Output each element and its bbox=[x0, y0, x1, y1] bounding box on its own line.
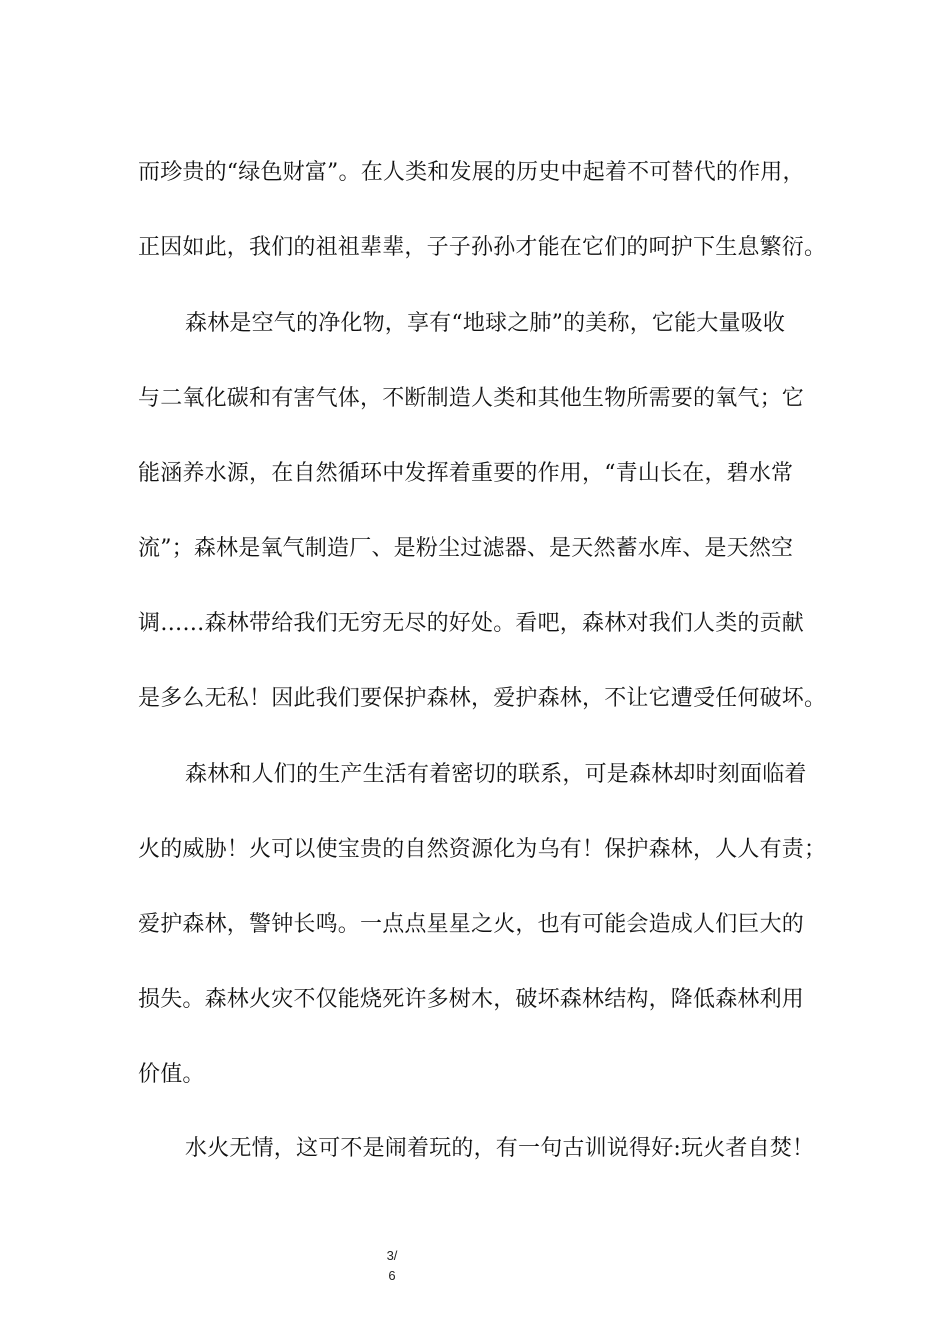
paragraph-line: 价值。 bbox=[138, 1062, 205, 1087]
paragraph-line: 能涵养水源，在自然循环中发挥着重要的作用，“青山长在，碧水常 bbox=[138, 461, 794, 486]
paragraph-line: 水火无情，这可不是闹着玩的，有一句古训说得好:玩火者自焚！ bbox=[185, 1136, 815, 1161]
paragraph-line: 森林是空气的净化物，享有“地球之肺”的美称，它能大量吸收 bbox=[185, 311, 786, 336]
page-number-total: 6 bbox=[388, 1268, 396, 1283]
paragraph-line: 流”；森林是氧气制造厂、是粉尘过滤器、是天然蓄水库、是天然空 bbox=[138, 536, 794, 561]
page-number bbox=[372, 1246, 412, 1286]
paragraph-line: 调……森林带给我们无穷无尽的好处。看吧，森林对我们人类的贡献 bbox=[138, 611, 805, 636]
paragraph-line: 与二氧化碳和有害气体，不断制造人类和其他生物所需要的氧气；它 bbox=[138, 386, 805, 411]
paragraph-line: 火的威胁！火可以使宝贵的自然资源化为乌有！保护森林，人人有责； bbox=[138, 837, 827, 862]
paragraph-line: 是多么无私！因此我们要保护森林，爱护森林，不让它遭受任何破坏。 bbox=[138, 686, 827, 711]
page-number-current: 3/ bbox=[386, 1248, 398, 1263]
paragraph-line: 损失。森林火灾不仅能烧死许多树木，破坏森林结构，降低森林利用 bbox=[138, 987, 805, 1012]
paragraph-line: 正因如此，我们的祖祖辈辈，子子孙孙才能在它们的呵护下生息繁衍。 bbox=[138, 235, 827, 260]
paragraph-line: 爱护森林，警钟长鸣。一点点星星之火，也有可能会造成人们巨大的 bbox=[138, 912, 805, 937]
paragraph-line: 而珍贵的“绿色财富”。在人类和发展的历史中起着不可替代的作用， bbox=[138, 160, 805, 185]
paragraph-line: 森林和人们的生产生活有着密切的联系，可是森林却时刻面临着 bbox=[185, 762, 807, 787]
